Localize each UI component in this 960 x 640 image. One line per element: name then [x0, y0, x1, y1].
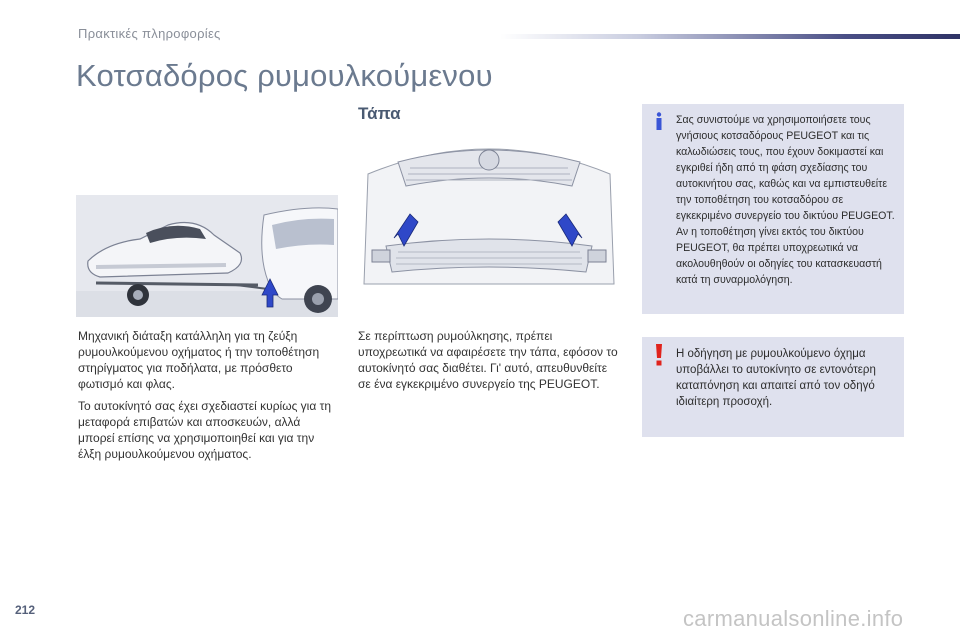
- left-paragraph-1: Μηχανική διάταξη κατάλληλη για τη ζεύξη ρυμουλκούμενου οχήματος ή την τοποθέτηση στηρίγματος για ποδήλατα, με πρόσθετο φωτισμό και φλας.: [78, 329, 320, 391]
- warning-text: Η οδήγηση με ρυμουλκούμενο όχημα υποβάλλει το αυτοκίνητο σε εντονότερη καταπόνηση και απαιτεί από τον οδηγό ιδιαίτερη προσοχή.: [676, 348, 876, 408]
- header-rule: [500, 34, 960, 39]
- page-title: Κοτσαδόρος ρυμουλκούμενου: [76, 58, 493, 93]
- section-label: Πρακτικές πληροφορίες: [78, 26, 221, 41]
- left-paragraph-2: Το αυτοκίνητό σας έχει σχεδιαστεί κυρίως για τη μεταφορά επιβατών και αποσκευών, αλλά μπορεί επίσης να χρησιμοποιηθεί και για την έλξη ρυμουλκούμενου οχήματος.: [78, 399, 332, 461]
- warning-icon: [653, 344, 665, 366]
- page-number: 212: [15, 603, 36, 617]
- cover-heading: Τάπα: [358, 104, 401, 123]
- middle-paragraph: Σε περίπτωση ρυμούλκησης, πρέπει υποχρεωτικά να αφαιρέσετε την τάπα, εφόσον το αυτοκίνητό σας διαθέτει. Γι' αυτό, απευθυνθείτε σε ένα εγκεκριμένο συνεργείο της PEUGEOT.: [358, 329, 618, 391]
- info-text: Σας συνιστούμε να χρησιμοποιήσετε τους γνήσιους κοτσαδόρους PEUGEOT και τις καλωδιώσεις τους, που έχουν δοκιμαστεί και εγκριθεί ήδη από τη φάση σχεδίασης του αυτοκινήτου σας, καθώς και να εμπιστευθείτε την τοποθέτηση του κοτσαδόρου σε εγκεκριμένο συνεργείο του δικτύου PEUGEOT. Αν η τοποθέτηση γίνει εκτός του δικτύου PEUGEOT, θα πρέπει υποχρεωτικά να ακολουθηθούν οι οδηγίες του κατασκευαστή κατά τη συναρμολόγηση.: [676, 114, 895, 286]
- jet-ski-trailer-drawing: [76, 195, 338, 317]
- info-icon: [653, 112, 665, 130]
- trailer-illustration: [76, 195, 338, 317]
- bumper-illustration: [358, 134, 620, 294]
- front-bumper-drawing: [358, 134, 620, 294]
- watermark: carmanualsonline.info: [683, 606, 904, 631]
